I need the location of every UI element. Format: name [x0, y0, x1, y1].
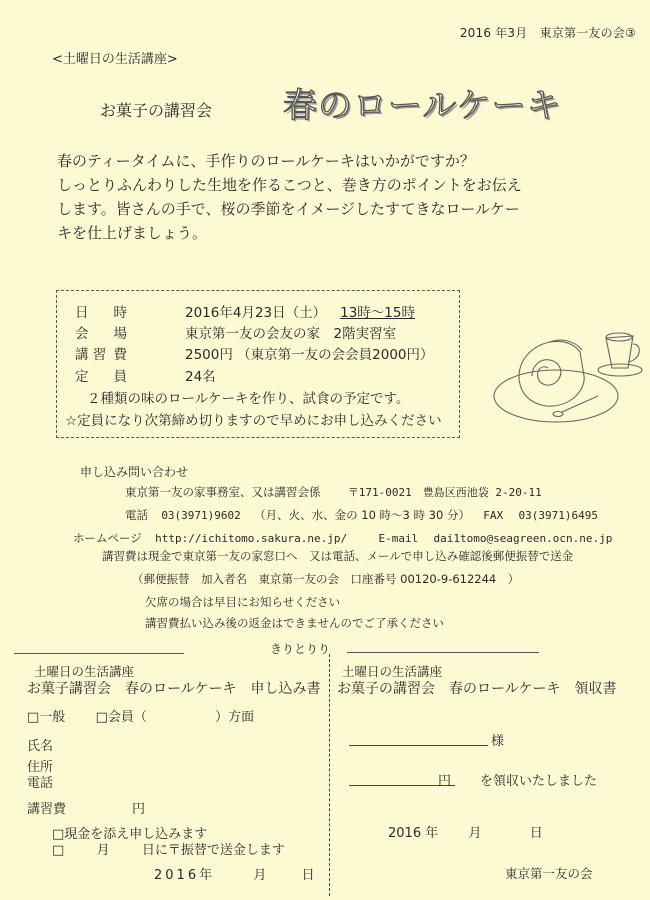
- checkbox-member[interactable]: □会員（: [95, 710, 147, 725]
- form-fee-unit: 円: [132, 802, 146, 817]
- form-series: 土曜日の生活講座: [34, 664, 135, 679]
- cut-line-vertical: [329, 654, 330, 896]
- intro-paragraph: [57, 149, 522, 245]
- info-value: 24名: [185, 369, 216, 385]
- info-label: 費: [113, 347, 127, 363]
- contact-office: 東京第一友の家事務室、又は講習会係: [125, 485, 321, 499]
- receipt-series: 土曜日の生活講座: [342, 664, 443, 679]
- homepage-link[interactable]: http://ichitomo.sakura.ne.jp/: [155, 532, 348, 545]
- cut-line-right: [347, 652, 539, 653]
- info-row-venue: [75, 322, 396, 342]
- checkbox-cash-payment[interactable]: □現金を添え申し込みます: [52, 827, 208, 842]
- info-label: 会: [75, 326, 89, 342]
- checkbox-general[interactable]: □一般: [27, 710, 66, 725]
- transfer-day-text: 日に〒振替で送金します: [141, 843, 285, 858]
- info-row-datetime: [75, 301, 415, 321]
- intro-line: キを仕上げましょう。: [57, 224, 208, 242]
- form-date-year: 2016年: [154, 868, 216, 883]
- receipt-date-day: 日: [529, 826, 543, 841]
- info-value: 2016年4月23日（土）: [185, 305, 327, 321]
- form-name-label: 氏名: [27, 739, 54, 754]
- info-label: 員: [113, 369, 127, 385]
- intro-line: しっとりふんわりした生地を作るこつと、巻き方のポイントをお伝え: [57, 176, 522, 194]
- fax-label: FAX: [483, 509, 504, 522]
- contact-heading: 申し込み問い合わせ: [80, 465, 189, 479]
- info-time: 13時～15時: [340, 305, 415, 321]
- phone-number: 03(3971)9602: [161, 509, 241, 522]
- checkbox-transfer[interactable]: □: [52, 843, 65, 858]
- series-label: <土曜日の生活講座>: [52, 52, 178, 67]
- absence-notice: 欠席の場合は早目にお知らせください: [145, 595, 341, 609]
- contact-phone-line: [125, 507, 598, 523]
- email-label: E-mail: [378, 532, 419, 545]
- roll-cake-illustration-icon: [478, 318, 648, 428]
- fax-number: 03(3971)6495: [518, 509, 598, 522]
- receipt-date-month: 月: [468, 826, 482, 841]
- transfer-month: 月: [96, 843, 110, 858]
- receipt-name-field[interactable]: [349, 745, 488, 746]
- form-phone-label: 電話: [27, 776, 54, 791]
- info-row-capacity: [75, 365, 216, 385]
- form-address-block: [27, 760, 53, 792]
- email-link[interactable]: dai1tomo@seagreen.ocn.ne.jp: [433, 532, 613, 545]
- contact-web-line: [73, 530, 612, 546]
- intro-line: します。皆さんの手で、桜の季節をイメージしたすてきなロールケー: [57, 200, 520, 218]
- form-date-month: 月: [253, 868, 270, 883]
- receipt-organization: 東京第一友の会: [505, 866, 593, 881]
- page-title: 春のロールケーキ: [283, 86, 562, 126]
- receipt-date-year: 2016 年: [388, 826, 439, 841]
- receipt-title: お菓子の講習会 春のロールケーキ 領収書: [337, 681, 617, 697]
- intro-line: 春のティータイムに、手作りのロールケーキはいかがですか？: [57, 152, 475, 170]
- info-label: 場: [113, 326, 127, 342]
- form-title: お菓子講習会 春のロールケーキ 申し込み書: [27, 681, 321, 697]
- phone-label: 電話: [125, 508, 148, 522]
- phone-hours: （月、火、水、金の 10 時～3 時 30 分）: [254, 508, 470, 522]
- transfer-payment-option: [52, 839, 285, 858]
- form-date-day: 日: [301, 868, 318, 883]
- receipt-name-suffix: 様: [491, 734, 505, 749]
- page-subtitle: お菓子の講習会: [100, 101, 213, 120]
- issue-date-header: 2016 年3月 東京第一友の会③: [459, 26, 636, 40]
- info-value: 東京第一友の会友の家 2階実習室: [185, 326, 397, 342]
- postal-transfer-info: （郵便振替 加入者名 東京第一友の会 口座番号 00120-9-612244 ）: [132, 572, 520, 586]
- form-address-label: 住所: [27, 760, 54, 775]
- event-info-box: [56, 290, 460, 438]
- info-note-deadline: ☆定員になり次第締め切りますので早めにお申し込みください: [65, 413, 442, 429]
- info-label: 日: [75, 305, 89, 321]
- info-value: 2500円 （東京第一友の会会員2000円）: [185, 347, 434, 363]
- form-member-type: [27, 706, 254, 725]
- payment-instructions: 講習費は現金で東京第一友の家窓口へ 又は電話、メールで申し込み確認後郵便振替で送金: [102, 549, 574, 563]
- refund-notice: 講習費払い込み後の返金はできませんのでご了承ください: [145, 616, 444, 630]
- contact-office-line: [125, 484, 542, 500]
- member-area-suffix: ）方面: [215, 710, 255, 725]
- receipt-amount-unit: 円: [438, 774, 452, 789]
- info-label: 講 習: [75, 347, 107, 363]
- form-fee-label: 講習費: [27, 802, 67, 817]
- contact-address: 〒171-0021 豊島区西池袋 2-20-11: [347, 486, 542, 499]
- info-label: 時: [113, 305, 127, 321]
- info-row-fee: [75, 343, 434, 363]
- receipt-date: [388, 822, 543, 841]
- form-date: [154, 864, 318, 883]
- info-label: 定: [75, 369, 89, 385]
- cut-line-label: きりとりり: [270, 642, 331, 656]
- receipt-amount-text: を領収いたしました: [480, 774, 598, 789]
- info-note-tasting: ２種類の味のロールケーキを作り、試食の予定です。: [87, 391, 410, 407]
- cut-line-left: [14, 653, 184, 654]
- homepage-label: ホームページ: [73, 531, 142, 545]
